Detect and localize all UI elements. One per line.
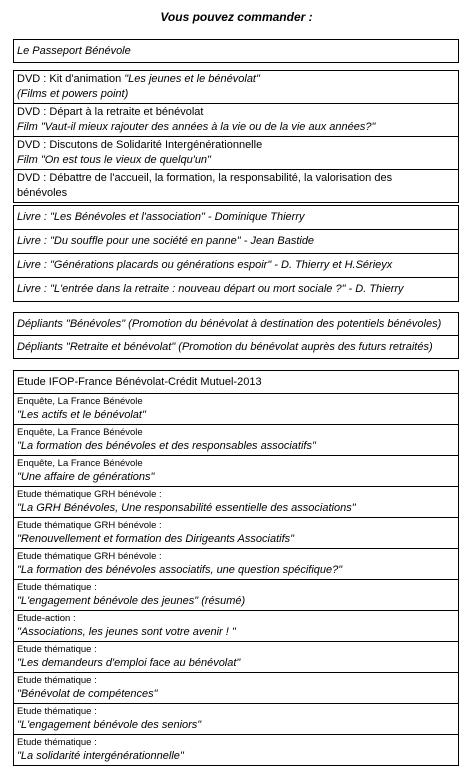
livre-item: Livre : "Du souffle pour une société en panne" - Jean Bastide xyxy=(14,229,458,253)
etude-label: Etude-action : xyxy=(17,613,76,624)
dvd-item-title: DVD : Départ à la retraite et bénévolat xyxy=(17,106,204,118)
passeport-section xyxy=(13,39,459,63)
livres-section xyxy=(13,205,459,302)
etude-label: Etude thématique GRH bénévole : xyxy=(17,520,162,531)
etude-item xyxy=(14,517,458,548)
passeport-item: Le Passeport Bénévole xyxy=(17,45,131,57)
etude-title: "La solidarité intergénérationnelle" xyxy=(17,750,184,762)
dvd-item-title: DVD : Débattre de l'accueil, la formation, la responsabilité, la valorisation des xyxy=(17,172,393,184)
etude-title: "La formation des bénévoles associatifs, une question spécifique?" xyxy=(17,564,343,576)
dvd-item-subtitle: bénévoles xyxy=(17,187,68,199)
dvd-item-title: "Les jeunes et le bénévolat" xyxy=(124,73,260,85)
dvd-item xyxy=(14,103,458,136)
etude-title: "L'engagement bénévole des seniors" xyxy=(17,719,202,731)
etude-label: Etude thématique : xyxy=(17,706,97,717)
depliants-section xyxy=(13,312,459,359)
etude-item xyxy=(14,734,458,765)
dvd-item-subtitle: Film "On est tous le vieux de quelqu'un" xyxy=(17,154,211,166)
etudes-section xyxy=(13,370,459,766)
etude-item xyxy=(14,703,458,734)
etude-label: Etude thématique GRH bénévole : xyxy=(17,551,162,562)
dvd-section xyxy=(13,70,459,203)
depliant-item: Dépliants "Retraite et bénévolat" (Promotion du bénévolat auprès des futurs retraités) xyxy=(14,335,458,358)
etude-title: "L'engagement bénévole des jeunes" (résumé) xyxy=(17,595,246,607)
dvd-item xyxy=(14,136,458,169)
etude-label: Etude thématique : xyxy=(17,737,97,748)
etude-ifop: Etude IFOP-France Bénévolat-Crédit Mutuel-2013 xyxy=(17,376,262,388)
dvd-item-title: DVD : Discutons de Solidarité Intergénérationnelle xyxy=(17,139,263,151)
etude-title: "Bénévolat de compétences" xyxy=(17,688,158,700)
etude-item xyxy=(14,641,458,672)
etude-label: Etude thématique GRH bénévole : xyxy=(17,489,162,500)
etude-item xyxy=(14,610,458,641)
etude-label: Etude thématique : xyxy=(17,582,97,593)
etude-item xyxy=(14,393,458,424)
livre-item: Livre : "Les Bénévoles et l'association" - Dominique Thierry xyxy=(17,211,305,223)
dvd-item-subtitle: Film "Vaut-il mieux rajouter des années à la vie ou de la vie aux années?" xyxy=(17,121,376,133)
etude-title: "Les demandeurs d'emploi face au bénévolat" xyxy=(17,657,241,669)
etude-label: Etude thématique : xyxy=(17,644,97,655)
etude-title: "Une affaire de générations" xyxy=(17,471,155,483)
etude-title: "La formation des bénévoles et des responsables associatifs" xyxy=(17,440,316,452)
etude-title: "Renouvellement et formation des Dirigeants Associatifs" xyxy=(17,533,295,545)
etude-item xyxy=(14,486,458,517)
etude-title: "Les actifs et le bénévolat" xyxy=(17,409,146,421)
dvd-item xyxy=(14,71,458,103)
etude-label: Etude thématique : xyxy=(17,675,97,686)
dvd-item xyxy=(14,169,458,202)
dvd-item-subtitle: (Films et powers point) xyxy=(17,88,129,100)
page-title: Vous pouvez commander : xyxy=(160,10,313,24)
etude-label: Enquête, La France Bénévole xyxy=(17,427,143,438)
etude-item xyxy=(14,455,458,486)
livre-item: Livre : "L'entrée dans la retraite : nouveau départ ou mort sociale ?" - D. Thierry xyxy=(14,277,458,301)
etude-item xyxy=(14,424,458,455)
etude-title: "La GRH Bénévoles, Une responsabilité essentielle des associations" xyxy=(17,502,356,514)
etude-label: Enquête, La France Bénévole xyxy=(17,458,143,469)
etude-title: "Associations, les jeunes sont votre avenir ! " xyxy=(17,626,236,638)
etude-label: Enquête, La France Bénévole xyxy=(17,396,143,407)
dvd-item-prefix: DVD : Kit d'animation xyxy=(17,73,125,85)
depliant-item: Dépliants "Bénévoles" (Promotion du bénévolat à destination des potentiels bénévoles) xyxy=(17,318,442,330)
etude-item xyxy=(14,672,458,703)
livre-item: Livre : "Générations placards ou générations espoir" - D. Thierry et H.Sérieyx xyxy=(14,253,458,277)
etude-item xyxy=(14,548,458,579)
etude-item xyxy=(14,579,458,610)
